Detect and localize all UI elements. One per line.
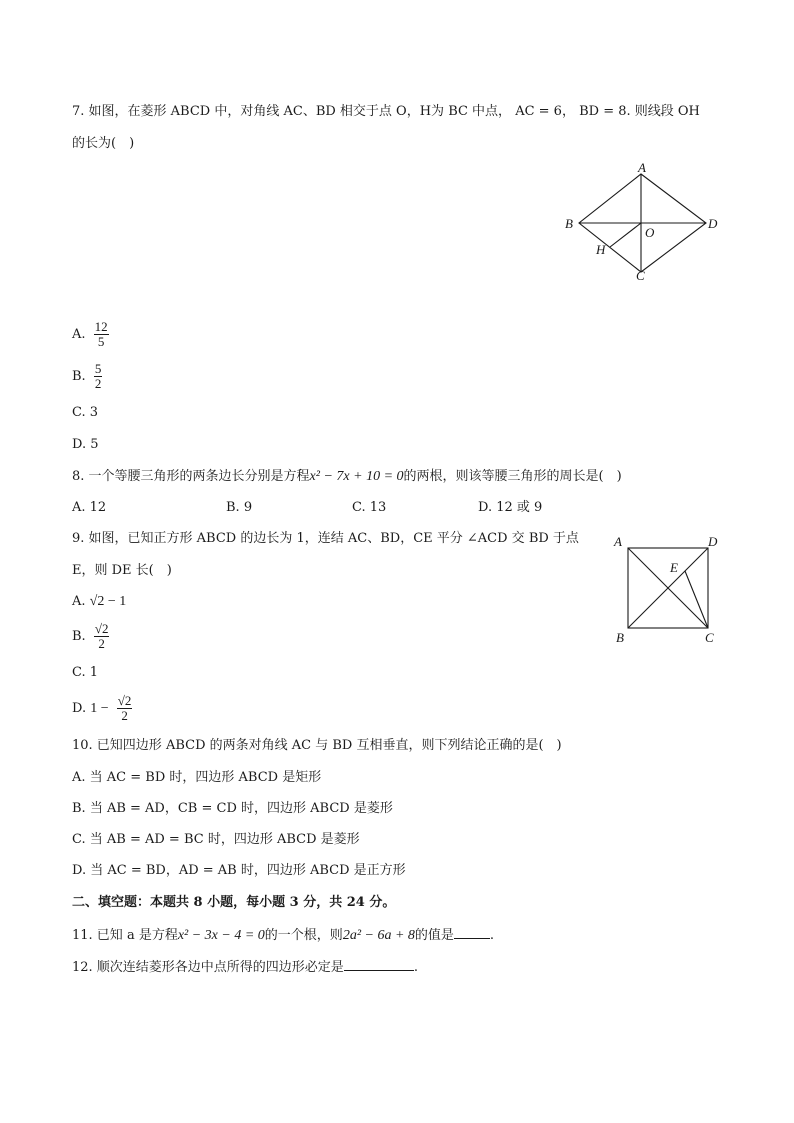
q7-option-d: D. 5 bbox=[72, 437, 99, 452]
q10-option-b: B. 当 AB = AD，CB = CD 时，四边形 ABCD 是菱形 bbox=[72, 801, 393, 816]
q9-stem-line2: E，则 DE 长( ) bbox=[72, 563, 172, 578]
section-heading: 二、填空题：本题共 8 小题，每小题 3 分，共 24 分。 bbox=[72, 895, 396, 910]
label-c: C bbox=[705, 630, 714, 645]
label-c: C bbox=[636, 268, 645, 283]
fraction: $\frac{√2}{2}$ bbox=[117, 693, 132, 723]
q7-option-a: A. $\frac{12}{5}$ bbox=[72, 319, 108, 349]
q10-option-d: D. 当 AC = BD，AD = AB 时，四边形 ABCD 是正方形 bbox=[72, 863, 406, 878]
fraction: $\frac{√2}{2}$ bbox=[94, 621, 109, 651]
label-o: O bbox=[645, 225, 655, 240]
label-a: A bbox=[638, 160, 646, 175]
label-d: D bbox=[708, 216, 718, 231]
fraction: $\frac{12}{5}$ bbox=[94, 319, 108, 349]
q9-option-b: B. $\frac{√2}{2}$ bbox=[72, 621, 109, 651]
q8-option-d: D. 12 或 9 bbox=[478, 500, 543, 515]
q9-option-c: C. 1 bbox=[72, 665, 99, 680]
q9-option-a: A. √2 − 1 bbox=[72, 594, 127, 609]
q10-stem: 10. 已知四边形 ABCD 的两条对角线 AC 与 BD 互相垂直，则下列结论正确的是( ) bbox=[72, 738, 562, 753]
q7-stem-line2: 的长为( ) bbox=[72, 136, 135, 151]
label-b: B bbox=[565, 216, 573, 231]
q8-option-b: B. 9 bbox=[226, 500, 253, 515]
label-b: B bbox=[616, 630, 624, 645]
label-e: E bbox=[670, 560, 678, 575]
answer-blank bbox=[454, 926, 490, 939]
square-figure bbox=[610, 530, 725, 650]
q7-stem-line1: 7. 如图，在菱形 ABCD 中，对角线 AC、BD 相交于点 O，H为 BC 中点， AC = 6， BD = 8. 则线段 OH bbox=[72, 104, 700, 119]
label-h: H bbox=[596, 242, 606, 257]
fraction: $\frac{5}{2}$ bbox=[94, 361, 102, 391]
q9-option-d: D. 1 − $\frac{√2}{2}$ bbox=[72, 693, 132, 723]
q7-option-c: C. 3 bbox=[72, 405, 99, 420]
segment-oh bbox=[610, 223, 641, 247]
segment-ce bbox=[685, 571, 708, 628]
answer-blank bbox=[344, 958, 414, 971]
label-a: A bbox=[614, 534, 622, 549]
q10-option-a: A. 当 AC = BD 时，四边形 ABCD 是矩形 bbox=[72, 770, 322, 785]
q8-option-c: C. 13 bbox=[352, 500, 387, 515]
q8-stem: 8. 一个等腰三角形的两条边长分别是方程x² − 7x + 10 = 0的两根，则该等腰三角形的周长是( ) bbox=[72, 469, 622, 484]
q12-stem: 12. 顺次连结菱形各边中点所得的四边形必定是 . bbox=[72, 960, 418, 975]
label-d: D bbox=[708, 534, 718, 549]
rhombus-figure bbox=[560, 160, 730, 285]
q8-option-a: A. 12 bbox=[72, 500, 107, 515]
q7-option-b: B. $\frac{5}{2}$ bbox=[72, 361, 102, 391]
q9-stem-line1: 9. 如图，已知正方形 ABCD 的边长为 1，连结 AC、BD，CE 平分 ∠ACD 交 BD 于点 bbox=[72, 531, 579, 546]
q11-stem: 11. 已知 a 是方程x² − 3x − 4 = 0的一个根，则2a² − 6a + 8的值是 . bbox=[72, 928, 495, 943]
q10-option-c: C. 当 AB = AD = BC 时，四边形 ABCD 是菱形 bbox=[72, 832, 360, 847]
